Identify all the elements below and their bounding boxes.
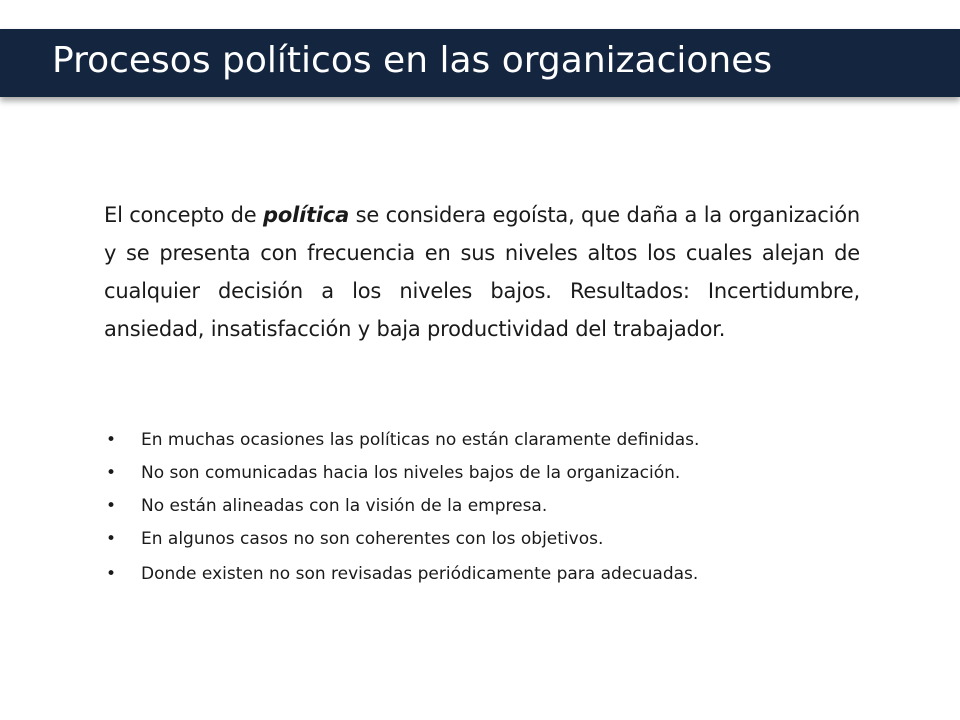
intro-text-end: se considera egoísta, que daña a la organización y se presenta con frecuencia en sus niveles altos los cuales alejan de cualquier decisión a los niveles bajos. Resultados: Incertidumbre, ansiedad, insatisfacción y baja productividad del trabajador.: [104, 203, 860, 341]
bullet-text: No están alineadas con la visión de la empresa.: [141, 496, 548, 516]
bullet-dot-icon: •: [105, 430, 117, 450]
slide-title: Procesos políticos en las organizaciones: [52, 40, 773, 81]
bullet-dot-icon: •: [105, 529, 117, 549]
intro-text-start: El concepto de: [104, 203, 264, 227]
bullet-item: [104, 523, 699, 556]
bullet-text: En algunos casos no son coherentes con los objetivos.: [141, 529, 604, 549]
bullet-dot-icon: •: [105, 463, 117, 483]
bullet-item: [104, 558, 699, 591]
intro-paragraph: [104, 196, 860, 348]
bullet-item: [104, 457, 699, 490]
bullet-text: No son comunicadas hacia los niveles bajos de la organización.: [141, 463, 681, 483]
bullet-text: En muchas ocasiones las políticas no están claramente definidas.: [141, 430, 700, 450]
bullet-dot-icon: •: [105, 564, 117, 584]
bullet-dot-icon: •: [105, 496, 117, 516]
bullet-text: Donde existen no son revisadas periódicamente para adecuadas.: [141, 564, 699, 584]
bullet-item: [104, 490, 699, 523]
intro-emphasis: política: [263, 203, 350, 227]
bullet-list: [104, 424, 699, 591]
bullet-item: [104, 424, 699, 457]
